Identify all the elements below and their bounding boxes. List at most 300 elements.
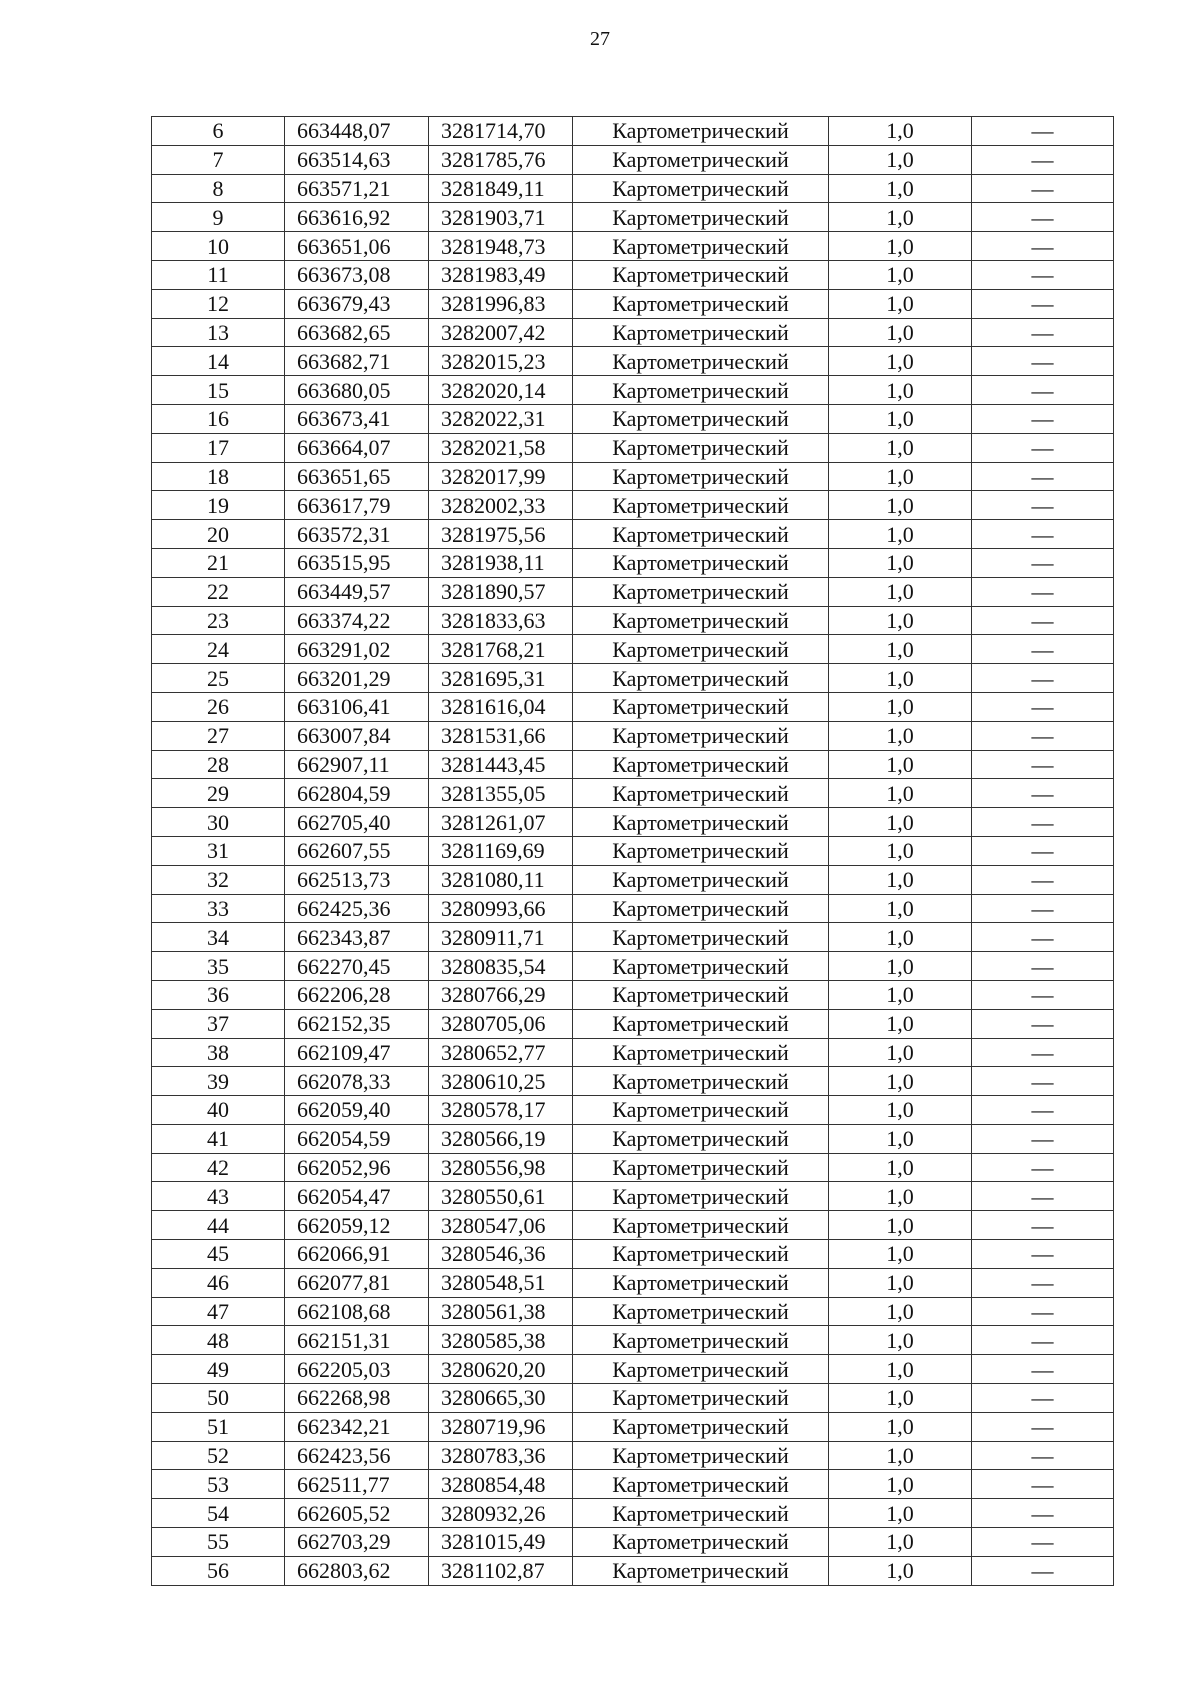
method-cell: Картометрический bbox=[573, 779, 829, 808]
x-coordinate-cell: 663515,95 bbox=[285, 548, 429, 577]
accuracy-cell: 1,0 bbox=[829, 1384, 972, 1413]
table-row bbox=[152, 203, 1114, 232]
point-number-cell: 10 bbox=[152, 232, 285, 261]
y-coordinate-cell: 3281695,31 bbox=[429, 664, 573, 693]
accuracy-cell: 1,0 bbox=[829, 664, 972, 693]
accuracy-cell: 1,0 bbox=[829, 750, 972, 779]
method-cell: Картометрический bbox=[573, 491, 829, 520]
y-coordinate-cell: 3281996,83 bbox=[429, 289, 573, 318]
point-number-cell: 15 bbox=[152, 376, 285, 405]
x-coordinate-cell: 663616,92 bbox=[285, 203, 429, 232]
x-coordinate-cell: 662205,03 bbox=[285, 1355, 429, 1384]
table-row bbox=[152, 1067, 1114, 1096]
table-row bbox=[152, 1240, 1114, 1269]
accuracy-cell: 1,0 bbox=[829, 1240, 972, 1269]
accuracy-cell: 1,0 bbox=[829, 779, 972, 808]
table-row bbox=[152, 606, 1114, 635]
y-coordinate-cell: 3281015,49 bbox=[429, 1528, 573, 1557]
accuracy-cell: 1,0 bbox=[829, 980, 972, 1009]
note-cell: — bbox=[972, 635, 1114, 664]
y-coordinate-cell: 3280719,96 bbox=[429, 1412, 573, 1441]
y-coordinate-cell: 3280578,17 bbox=[429, 1096, 573, 1125]
point-number-cell: 42 bbox=[152, 1153, 285, 1182]
accuracy-cell: 1,0 bbox=[829, 117, 972, 146]
note-cell: — bbox=[972, 1384, 1114, 1413]
method-cell: Картометрический bbox=[573, 232, 829, 261]
x-coordinate-cell: 662907,11 bbox=[285, 750, 429, 779]
point-number-cell: 55 bbox=[152, 1528, 285, 1557]
table-row bbox=[152, 894, 1114, 923]
x-coordinate-cell: 662052,96 bbox=[285, 1153, 429, 1182]
method-cell: Картометрический bbox=[573, 1499, 829, 1528]
x-coordinate-cell: 662059,40 bbox=[285, 1096, 429, 1125]
y-coordinate-cell: 3280546,36 bbox=[429, 1240, 573, 1269]
y-coordinate-cell: 3280652,77 bbox=[429, 1038, 573, 1067]
note-cell: — bbox=[972, 894, 1114, 923]
accuracy-cell: 1,0 bbox=[829, 145, 972, 174]
note-cell: — bbox=[972, 318, 1114, 347]
x-coordinate-cell: 662054,47 bbox=[285, 1182, 429, 1211]
point-number-cell: 17 bbox=[152, 433, 285, 462]
point-number-cell: 27 bbox=[152, 721, 285, 750]
table-row bbox=[152, 980, 1114, 1009]
method-cell: Картометрический bbox=[573, 203, 829, 232]
y-coordinate-cell: 3281443,45 bbox=[429, 750, 573, 779]
note-cell: — bbox=[972, 923, 1114, 952]
note-cell: — bbox=[972, 347, 1114, 376]
accuracy-cell: 1,0 bbox=[829, 1355, 972, 1384]
coordinates-table-body bbox=[152, 117, 1114, 1586]
method-cell: Картометрический bbox=[573, 1124, 829, 1153]
accuracy-cell: 1,0 bbox=[829, 1009, 972, 1038]
method-cell: Картометрический bbox=[573, 692, 829, 721]
accuracy-cell: 1,0 bbox=[829, 1470, 972, 1499]
x-coordinate-cell: 662803,62 bbox=[285, 1556, 429, 1585]
note-cell: — bbox=[972, 1326, 1114, 1355]
x-coordinate-cell: 663682,71 bbox=[285, 347, 429, 376]
accuracy-cell: 1,0 bbox=[829, 1067, 972, 1096]
table-row bbox=[152, 750, 1114, 779]
accuracy-cell: 1,0 bbox=[829, 1096, 972, 1125]
method-cell: Картометрический bbox=[573, 1067, 829, 1096]
method-cell: Картометрический bbox=[573, 1556, 829, 1585]
method-cell: Картометрический bbox=[573, 462, 829, 491]
method-cell: Картометрический bbox=[573, 433, 829, 462]
note-cell: — bbox=[972, 1556, 1114, 1585]
accuracy-cell: 1,0 bbox=[829, 1211, 972, 1240]
note-cell: — bbox=[972, 404, 1114, 433]
table-row bbox=[152, 808, 1114, 837]
method-cell: Картометрический bbox=[573, 1528, 829, 1557]
accuracy-cell: 1,0 bbox=[829, 548, 972, 577]
x-coordinate-cell: 662605,52 bbox=[285, 1499, 429, 1528]
note-cell: — bbox=[972, 952, 1114, 981]
note-cell: — bbox=[972, 1528, 1114, 1557]
note-cell: — bbox=[972, 289, 1114, 318]
method-cell: Картометрический bbox=[573, 117, 829, 146]
table-row bbox=[152, 232, 1114, 261]
x-coordinate-cell: 663448,07 bbox=[285, 117, 429, 146]
y-coordinate-cell: 3280665,30 bbox=[429, 1384, 573, 1413]
method-cell: Картометрический bbox=[573, 1153, 829, 1182]
method-cell: Картометрический bbox=[573, 980, 829, 1009]
note-cell: — bbox=[972, 1009, 1114, 1038]
y-coordinate-cell: 3281903,71 bbox=[429, 203, 573, 232]
x-coordinate-cell: 662054,59 bbox=[285, 1124, 429, 1153]
accuracy-cell: 1,0 bbox=[829, 894, 972, 923]
table-row bbox=[152, 1211, 1114, 1240]
note-cell: — bbox=[972, 750, 1114, 779]
accuracy-cell: 1,0 bbox=[829, 721, 972, 750]
note-cell: — bbox=[972, 1096, 1114, 1125]
table-row bbox=[152, 1528, 1114, 1557]
point-number-cell: 24 bbox=[152, 635, 285, 664]
x-coordinate-cell: 663514,63 bbox=[285, 145, 429, 174]
accuracy-cell: 1,0 bbox=[829, 606, 972, 635]
method-cell: Картометрический bbox=[573, 1384, 829, 1413]
point-number-cell: 32 bbox=[152, 865, 285, 894]
x-coordinate-cell: 662109,47 bbox=[285, 1038, 429, 1067]
y-coordinate-cell: 3281768,21 bbox=[429, 635, 573, 664]
table-row bbox=[152, 1470, 1114, 1499]
method-cell: Картометрический bbox=[573, 318, 829, 347]
table-row bbox=[152, 1326, 1114, 1355]
table-row bbox=[152, 779, 1114, 808]
accuracy-cell: 1,0 bbox=[829, 1412, 972, 1441]
x-coordinate-cell: 663651,06 bbox=[285, 232, 429, 261]
method-cell: Картометрический bbox=[573, 289, 829, 318]
x-coordinate-cell: 662270,45 bbox=[285, 952, 429, 981]
x-coordinate-cell: 662343,87 bbox=[285, 923, 429, 952]
y-coordinate-cell: 3282020,14 bbox=[429, 376, 573, 405]
point-number-cell: 23 bbox=[152, 606, 285, 635]
y-coordinate-cell: 3280835,54 bbox=[429, 952, 573, 981]
y-coordinate-cell: 3282007,42 bbox=[429, 318, 573, 347]
x-coordinate-cell: 663106,41 bbox=[285, 692, 429, 721]
accuracy-cell: 1,0 bbox=[829, 491, 972, 520]
note-cell: — bbox=[972, 433, 1114, 462]
method-cell: Картометрический bbox=[573, 1268, 829, 1297]
point-number-cell: 21 bbox=[152, 548, 285, 577]
x-coordinate-cell: 663673,08 bbox=[285, 260, 429, 289]
point-number-cell: 33 bbox=[152, 894, 285, 923]
y-coordinate-cell: 3281355,05 bbox=[429, 779, 573, 808]
x-coordinate-cell: 662705,40 bbox=[285, 808, 429, 837]
point-number-cell: 7 bbox=[152, 145, 285, 174]
point-number-cell: 38 bbox=[152, 1038, 285, 1067]
accuracy-cell: 1,0 bbox=[829, 462, 972, 491]
accuracy-cell: 1,0 bbox=[829, 1124, 972, 1153]
note-cell: — bbox=[972, 1067, 1114, 1096]
point-number-cell: 8 bbox=[152, 174, 285, 203]
method-cell: Картометрический bbox=[573, 347, 829, 376]
method-cell: Картометрический bbox=[573, 952, 829, 981]
method-cell: Картометрический bbox=[573, 923, 829, 952]
x-coordinate-cell: 663651,65 bbox=[285, 462, 429, 491]
table-row bbox=[152, 145, 1114, 174]
method-cell: Картометрический bbox=[573, 808, 829, 837]
point-number-cell: 35 bbox=[152, 952, 285, 981]
method-cell: Картометрический bbox=[573, 1412, 829, 1441]
table-row bbox=[152, 174, 1114, 203]
point-number-cell: 41 bbox=[152, 1124, 285, 1153]
note-cell: — bbox=[972, 462, 1114, 491]
accuracy-cell: 1,0 bbox=[829, 174, 972, 203]
method-cell: Картометрический bbox=[573, 577, 829, 606]
x-coordinate-cell: 662423,56 bbox=[285, 1441, 429, 1470]
x-coordinate-cell: 663617,79 bbox=[285, 491, 429, 520]
method-cell: Картометрический bbox=[573, 1297, 829, 1326]
accuracy-cell: 1,0 bbox=[829, 404, 972, 433]
note-cell: — bbox=[972, 721, 1114, 750]
x-coordinate-cell: 663571,21 bbox=[285, 174, 429, 203]
x-coordinate-cell: 662607,55 bbox=[285, 836, 429, 865]
point-number-cell: 9 bbox=[152, 203, 285, 232]
y-coordinate-cell: 3281983,49 bbox=[429, 260, 573, 289]
note-cell: — bbox=[972, 1499, 1114, 1528]
point-number-cell: 16 bbox=[152, 404, 285, 433]
x-coordinate-cell: 662513,73 bbox=[285, 865, 429, 894]
method-cell: Картометрический bbox=[573, 894, 829, 923]
y-coordinate-cell: 3282022,31 bbox=[429, 404, 573, 433]
accuracy-cell: 1,0 bbox=[829, 376, 972, 405]
point-number-cell: 18 bbox=[152, 462, 285, 491]
point-number-cell: 40 bbox=[152, 1096, 285, 1125]
x-coordinate-cell: 662425,36 bbox=[285, 894, 429, 923]
x-coordinate-cell: 663449,57 bbox=[285, 577, 429, 606]
x-coordinate-cell: 663201,29 bbox=[285, 664, 429, 693]
method-cell: Картометрический bbox=[573, 1096, 829, 1125]
point-number-cell: 53 bbox=[152, 1470, 285, 1499]
y-coordinate-cell: 3281531,66 bbox=[429, 721, 573, 750]
table-row bbox=[152, 952, 1114, 981]
point-number-cell: 13 bbox=[152, 318, 285, 347]
x-coordinate-cell: 662268,98 bbox=[285, 1384, 429, 1413]
y-coordinate-cell: 3281833,63 bbox=[429, 606, 573, 635]
point-number-cell: 43 bbox=[152, 1182, 285, 1211]
x-coordinate-cell: 662511,77 bbox=[285, 1470, 429, 1499]
table-row bbox=[152, 1096, 1114, 1125]
point-number-cell: 50 bbox=[152, 1384, 285, 1413]
y-coordinate-cell: 3280610,25 bbox=[429, 1067, 573, 1096]
method-cell: Картометрический bbox=[573, 1038, 829, 1067]
x-coordinate-cell: 662152,35 bbox=[285, 1009, 429, 1038]
method-cell: Картометрический bbox=[573, 1326, 829, 1355]
y-coordinate-cell: 3281080,11 bbox=[429, 865, 573, 894]
table-row bbox=[152, 1297, 1114, 1326]
point-number-cell: 56 bbox=[152, 1556, 285, 1585]
method-cell: Картометрический bbox=[573, 721, 829, 750]
accuracy-cell: 1,0 bbox=[829, 318, 972, 347]
note-cell: — bbox=[972, 1240, 1114, 1269]
point-number-cell: 47 bbox=[152, 1297, 285, 1326]
note-cell: — bbox=[972, 491, 1114, 520]
table-row bbox=[152, 1499, 1114, 1528]
point-number-cell: 29 bbox=[152, 779, 285, 808]
y-coordinate-cell: 3280993,66 bbox=[429, 894, 573, 923]
method-cell: Картометрический bbox=[573, 145, 829, 174]
y-coordinate-cell: 3281169,69 bbox=[429, 836, 573, 865]
y-coordinate-cell: 3280766,29 bbox=[429, 980, 573, 1009]
x-coordinate-cell: 662078,33 bbox=[285, 1067, 429, 1096]
x-coordinate-cell: 663374,22 bbox=[285, 606, 429, 635]
point-number-cell: 12 bbox=[152, 289, 285, 318]
note-cell: — bbox=[972, 203, 1114, 232]
note-cell: — bbox=[972, 836, 1114, 865]
accuracy-cell: 1,0 bbox=[829, 289, 972, 318]
x-coordinate-cell: 662206,28 bbox=[285, 980, 429, 1009]
note-cell: — bbox=[972, 1441, 1114, 1470]
accuracy-cell: 1,0 bbox=[829, 203, 972, 232]
y-coordinate-cell: 3280932,26 bbox=[429, 1499, 573, 1528]
note-cell: — bbox=[972, 1124, 1114, 1153]
note-cell: — bbox=[972, 808, 1114, 837]
accuracy-cell: 1,0 bbox=[829, 232, 972, 261]
y-coordinate-cell: 3281714,70 bbox=[429, 117, 573, 146]
y-coordinate-cell: 3280556,98 bbox=[429, 1153, 573, 1182]
table-row bbox=[152, 836, 1114, 865]
y-coordinate-cell: 3280547,06 bbox=[429, 1211, 573, 1240]
table-row bbox=[152, 1038, 1114, 1067]
point-number-cell: 46 bbox=[152, 1268, 285, 1297]
table-row bbox=[152, 1268, 1114, 1297]
accuracy-cell: 1,0 bbox=[829, 952, 972, 981]
note-cell: — bbox=[972, 145, 1114, 174]
table-row bbox=[152, 491, 1114, 520]
y-coordinate-cell: 3281785,76 bbox=[429, 145, 573, 174]
y-coordinate-cell: 3281975,56 bbox=[429, 520, 573, 549]
point-number-cell: 31 bbox=[152, 836, 285, 865]
point-number-cell: 54 bbox=[152, 1499, 285, 1528]
x-coordinate-cell: 662804,59 bbox=[285, 779, 429, 808]
accuracy-cell: 1,0 bbox=[829, 1153, 972, 1182]
method-cell: Картометрический bbox=[573, 404, 829, 433]
note-cell: — bbox=[972, 865, 1114, 894]
note-cell: — bbox=[972, 606, 1114, 635]
x-coordinate-cell: 662077,81 bbox=[285, 1268, 429, 1297]
method-cell: Картометрический bbox=[573, 750, 829, 779]
table-row bbox=[152, 1556, 1114, 1585]
accuracy-cell: 1,0 bbox=[829, 1556, 972, 1585]
x-coordinate-cell: 662703,29 bbox=[285, 1528, 429, 1557]
table-row bbox=[152, 1441, 1114, 1470]
note-cell: — bbox=[972, 1297, 1114, 1326]
note-cell: — bbox=[972, 779, 1114, 808]
note-cell: — bbox=[972, 232, 1114, 261]
table-row bbox=[152, 548, 1114, 577]
table-row bbox=[152, 664, 1114, 693]
table-row bbox=[152, 635, 1114, 664]
accuracy-cell: 1,0 bbox=[829, 577, 972, 606]
table-row bbox=[152, 347, 1114, 376]
y-coordinate-cell: 3282021,58 bbox=[429, 433, 573, 462]
y-coordinate-cell: 3282017,99 bbox=[429, 462, 573, 491]
y-coordinate-cell: 3280585,38 bbox=[429, 1326, 573, 1355]
y-coordinate-cell: 3281938,11 bbox=[429, 548, 573, 577]
accuracy-cell: 1,0 bbox=[829, 635, 972, 664]
x-coordinate-cell: 662066,91 bbox=[285, 1240, 429, 1269]
method-cell: Картометрический bbox=[573, 865, 829, 894]
y-coordinate-cell: 3281616,04 bbox=[429, 692, 573, 721]
method-cell: Картометрический bbox=[573, 376, 829, 405]
table-row bbox=[152, 1009, 1114, 1038]
accuracy-cell: 1,0 bbox=[829, 1528, 972, 1557]
y-coordinate-cell: 3280620,20 bbox=[429, 1355, 573, 1384]
method-cell: Картометрический bbox=[573, 1441, 829, 1470]
method-cell: Картометрический bbox=[573, 635, 829, 664]
table-row bbox=[152, 433, 1114, 462]
table-row bbox=[152, 117, 1114, 146]
table-row bbox=[152, 1384, 1114, 1413]
table-row bbox=[152, 1182, 1114, 1211]
x-coordinate-cell: 662108,68 bbox=[285, 1297, 429, 1326]
method-cell: Картометрический bbox=[573, 548, 829, 577]
point-number-cell: 48 bbox=[152, 1326, 285, 1355]
table-row bbox=[152, 318, 1114, 347]
coordinates-table bbox=[151, 116, 1114, 1586]
note-cell: — bbox=[972, 980, 1114, 1009]
point-number-cell: 28 bbox=[152, 750, 285, 779]
point-number-cell: 52 bbox=[152, 1441, 285, 1470]
point-number-cell: 25 bbox=[152, 664, 285, 693]
note-cell: — bbox=[972, 1470, 1114, 1499]
accuracy-cell: 1,0 bbox=[829, 865, 972, 894]
note-cell: — bbox=[972, 577, 1114, 606]
note-cell: — bbox=[972, 117, 1114, 146]
y-coordinate-cell: 3281261,07 bbox=[429, 808, 573, 837]
point-number-cell: 51 bbox=[152, 1412, 285, 1441]
point-number-cell: 20 bbox=[152, 520, 285, 549]
x-coordinate-cell: 663007,84 bbox=[285, 721, 429, 750]
accuracy-cell: 1,0 bbox=[829, 1182, 972, 1211]
x-coordinate-cell: 663572,31 bbox=[285, 520, 429, 549]
table-row bbox=[152, 692, 1114, 721]
note-cell: — bbox=[972, 376, 1114, 405]
method-cell: Картометрический bbox=[573, 606, 829, 635]
accuracy-cell: 1,0 bbox=[829, 836, 972, 865]
table-row bbox=[152, 1355, 1114, 1384]
x-coordinate-cell: 662059,12 bbox=[285, 1211, 429, 1240]
method-cell: Картометрический bbox=[573, 836, 829, 865]
method-cell: Картометрический bbox=[573, 260, 829, 289]
note-cell: — bbox=[972, 1412, 1114, 1441]
y-coordinate-cell: 3281102,87 bbox=[429, 1556, 573, 1585]
table-row bbox=[152, 520, 1114, 549]
x-coordinate-cell: 663682,65 bbox=[285, 318, 429, 347]
x-coordinate-cell: 663673,41 bbox=[285, 404, 429, 433]
point-number-cell: 49 bbox=[152, 1355, 285, 1384]
note-cell: — bbox=[972, 548, 1114, 577]
x-coordinate-cell: 663679,43 bbox=[285, 289, 429, 318]
y-coordinate-cell: 3280550,61 bbox=[429, 1182, 573, 1211]
table-row bbox=[152, 462, 1114, 491]
point-number-cell: 45 bbox=[152, 1240, 285, 1269]
y-coordinate-cell: 3280911,71 bbox=[429, 923, 573, 952]
y-coordinate-cell: 3280566,19 bbox=[429, 1124, 573, 1153]
table-row bbox=[152, 721, 1114, 750]
accuracy-cell: 1,0 bbox=[829, 808, 972, 837]
method-cell: Картометрический bbox=[573, 1182, 829, 1211]
point-number-cell: 26 bbox=[152, 692, 285, 721]
method-cell: Картометрический bbox=[573, 664, 829, 693]
table-row bbox=[152, 923, 1114, 952]
accuracy-cell: 1,0 bbox=[829, 433, 972, 462]
y-coordinate-cell: 3282015,23 bbox=[429, 347, 573, 376]
x-coordinate-cell: 662342,21 bbox=[285, 1412, 429, 1441]
method-cell: Картометрический bbox=[573, 1355, 829, 1384]
table-row bbox=[152, 289, 1114, 318]
point-number-cell: 19 bbox=[152, 491, 285, 520]
